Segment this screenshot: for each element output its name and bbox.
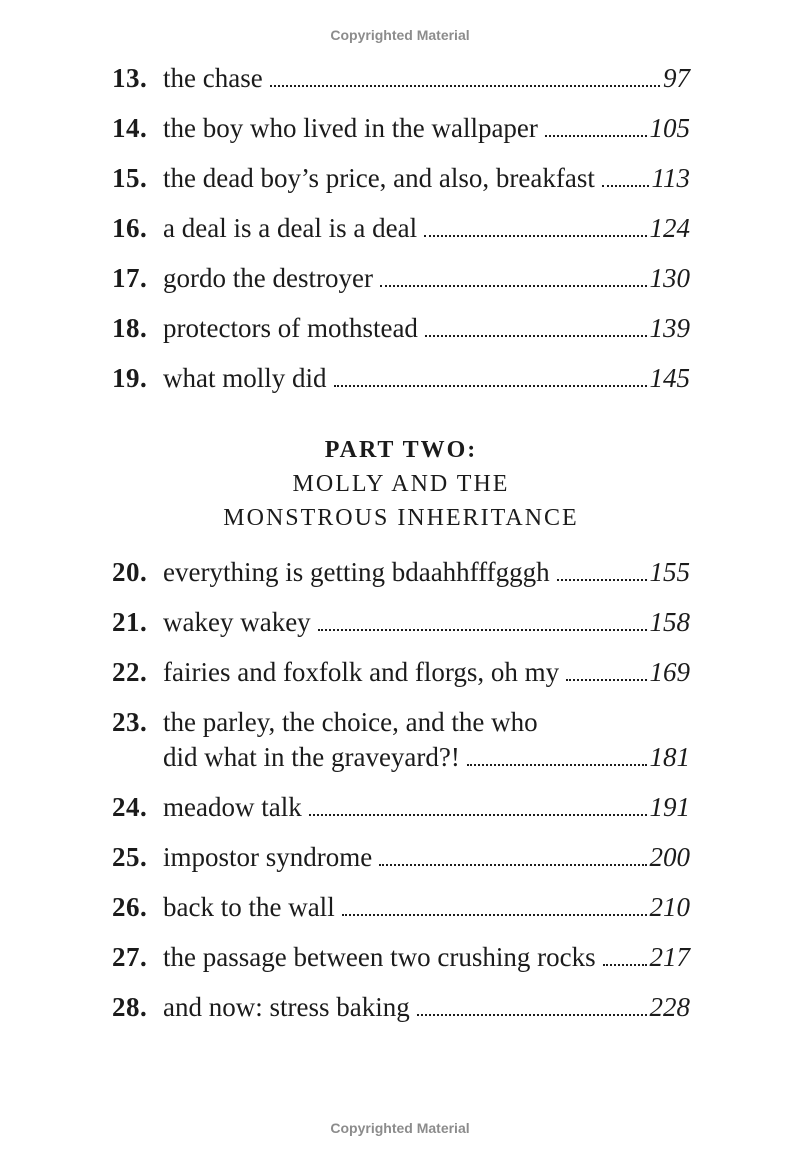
chapter-entry-body bbox=[163, 890, 690, 925]
page-number: 217 bbox=[649, 942, 690, 972]
entry-line bbox=[163, 940, 690, 975]
chapter-entry-body bbox=[163, 940, 690, 975]
entry-line bbox=[163, 361, 690, 396]
toc-entry bbox=[112, 311, 690, 346]
entry-line bbox=[163, 261, 690, 296]
page-number: 169 bbox=[649, 657, 690, 687]
chapter-entry-body bbox=[163, 211, 690, 246]
chapter-title: the chase bbox=[163, 63, 263, 93]
chapter-number: 14. bbox=[112, 113, 148, 143]
toc-entry bbox=[112, 211, 690, 246]
toc-entry bbox=[112, 655, 690, 690]
page-number: 228 bbox=[649, 992, 690, 1022]
copyright-notice-bottom: Copyrighted Material bbox=[330, 1120, 470, 1136]
chapter-number: 26. bbox=[112, 892, 148, 922]
chapter-entry-body bbox=[163, 555, 690, 590]
chapter-title: impostor syndrome bbox=[163, 842, 373, 872]
toc-entry bbox=[112, 361, 690, 396]
dot-leader bbox=[342, 914, 647, 916]
page-number: 181 bbox=[649, 742, 690, 772]
chapter-number: 24. bbox=[112, 792, 148, 822]
toc-entry bbox=[112, 111, 690, 146]
page-number: 97 bbox=[663, 63, 690, 93]
entry-line bbox=[163, 111, 690, 146]
chapter-entry-body bbox=[163, 990, 690, 1025]
page-number: 130 bbox=[649, 263, 690, 293]
chapter-title: the passage between two crushing rocks bbox=[163, 942, 596, 972]
page-number: 105 bbox=[649, 113, 690, 143]
entry-line bbox=[163, 311, 690, 346]
part-two-heading bbox=[112, 433, 690, 535]
chapter-entry-body bbox=[163, 655, 690, 690]
chapter-title: back to the wall bbox=[163, 892, 335, 922]
entry-line bbox=[163, 655, 690, 690]
entry-line bbox=[163, 990, 690, 1025]
chapter-number: 23. bbox=[112, 707, 148, 737]
page-number: 191 bbox=[649, 792, 690, 822]
chapter-number: 27. bbox=[112, 942, 148, 972]
chapter-entry-body bbox=[163, 261, 690, 296]
page-number: 210 bbox=[649, 892, 690, 922]
dot-leader bbox=[557, 579, 647, 581]
part-heading-line2: MOLLY AND THE bbox=[292, 471, 510, 497]
dot-leader bbox=[334, 385, 647, 387]
toc-entry bbox=[112, 161, 690, 196]
page-number: 155 bbox=[649, 557, 690, 587]
chapter-entry-body bbox=[163, 840, 690, 875]
dot-leader bbox=[270, 85, 660, 87]
entry-line bbox=[163, 555, 690, 590]
entry-line bbox=[163, 161, 690, 196]
toc-entry bbox=[112, 261, 690, 296]
toc-entry bbox=[112, 840, 690, 875]
dot-leader bbox=[425, 335, 647, 337]
chapter-number: 21. bbox=[112, 607, 148, 637]
chapter-title: the dead boy’s price, and also, breakfast bbox=[163, 163, 595, 193]
chapter-entry-body bbox=[163, 705, 690, 775]
toc-entry bbox=[112, 890, 690, 925]
chapter-entry-body bbox=[163, 790, 690, 825]
chapter-entry-body bbox=[163, 361, 690, 396]
chapter-number: 16. bbox=[112, 213, 148, 243]
chapter-number: 25. bbox=[112, 842, 148, 872]
chapter-entry-body bbox=[163, 61, 690, 96]
dot-leader bbox=[467, 764, 647, 766]
entry-line bbox=[163, 840, 690, 875]
entry-line bbox=[163, 605, 690, 640]
chapter-number: 20. bbox=[112, 557, 148, 587]
chapter-entry-body bbox=[163, 311, 690, 346]
entry-line-wrap bbox=[163, 740, 690, 775]
entry-line bbox=[163, 705, 690, 740]
chapter-entry-body bbox=[163, 111, 690, 146]
page-number: 200 bbox=[649, 842, 690, 872]
dot-leader bbox=[424, 235, 646, 237]
chapter-title: everything is getting bdaahhfffgggh bbox=[163, 557, 550, 587]
entry-line bbox=[163, 61, 690, 96]
table-of-contents bbox=[112, 61, 690, 1040]
chapter-title: fairies and foxfolk and florgs, oh my bbox=[163, 657, 560, 687]
part-heading-line3: MONSTROUS INHERITANCE bbox=[223, 505, 579, 531]
toc-entry bbox=[112, 990, 690, 1025]
toc-entry bbox=[112, 605, 690, 640]
dot-leader bbox=[309, 814, 647, 816]
page-number: 145 bbox=[649, 363, 690, 393]
part-heading-line1: PART TWO: bbox=[324, 437, 478, 463]
chapter-title: the parley, the choice, and the who bbox=[163, 707, 538, 737]
entry-line bbox=[163, 890, 690, 925]
chapter-number: 28. bbox=[112, 992, 148, 1022]
toc-entry bbox=[112, 790, 690, 825]
chapter-title: gordo the destroyer bbox=[163, 263, 373, 293]
toc-entry bbox=[112, 705, 690, 775]
toc-part-two-entries bbox=[112, 555, 690, 1025]
chapter-title: what molly did bbox=[163, 363, 327, 393]
chapter-title: wakey wakey bbox=[163, 607, 311, 637]
entry-line bbox=[163, 790, 690, 825]
chapter-number: 15. bbox=[112, 163, 148, 193]
chapter-number: 17. bbox=[112, 263, 148, 293]
toc-entry bbox=[112, 555, 690, 590]
chapter-entry-body bbox=[163, 161, 690, 196]
page-number: 158 bbox=[649, 607, 690, 637]
page-number: 139 bbox=[649, 313, 690, 343]
copyright-notice-top: Copyrighted Material bbox=[330, 27, 470, 43]
entry-line bbox=[163, 211, 690, 246]
toc-entry bbox=[112, 940, 690, 975]
toc-entry bbox=[112, 61, 690, 96]
chapter-title: protectors of mothstead bbox=[163, 313, 418, 343]
dot-leader bbox=[566, 679, 646, 681]
chapter-title: and now: stress baking bbox=[163, 992, 410, 1022]
chapter-number: 13. bbox=[112, 63, 148, 93]
dot-leader bbox=[602, 185, 649, 187]
chapter-title-continued: did what in the graveyard?! bbox=[163, 742, 460, 772]
dot-leader bbox=[380, 285, 647, 287]
chapter-number: 19. bbox=[112, 363, 148, 393]
dot-leader bbox=[417, 1014, 647, 1016]
chapter-entry-body bbox=[163, 605, 690, 640]
toc-part-one-entries bbox=[112, 61, 690, 396]
page-number: 113 bbox=[651, 163, 690, 193]
chapter-number: 22. bbox=[112, 657, 148, 687]
chapter-title: the boy who lived in the wallpaper bbox=[163, 113, 538, 143]
page-number: 124 bbox=[649, 213, 690, 243]
dot-leader bbox=[379, 864, 646, 866]
dot-leader bbox=[545, 135, 647, 137]
chapter-title: a deal is a deal is a deal bbox=[163, 213, 418, 243]
chapter-number: 18. bbox=[112, 313, 148, 343]
chapter-title: meadow talk bbox=[163, 792, 302, 822]
dot-leader bbox=[318, 629, 647, 631]
dot-leader bbox=[603, 964, 647, 966]
